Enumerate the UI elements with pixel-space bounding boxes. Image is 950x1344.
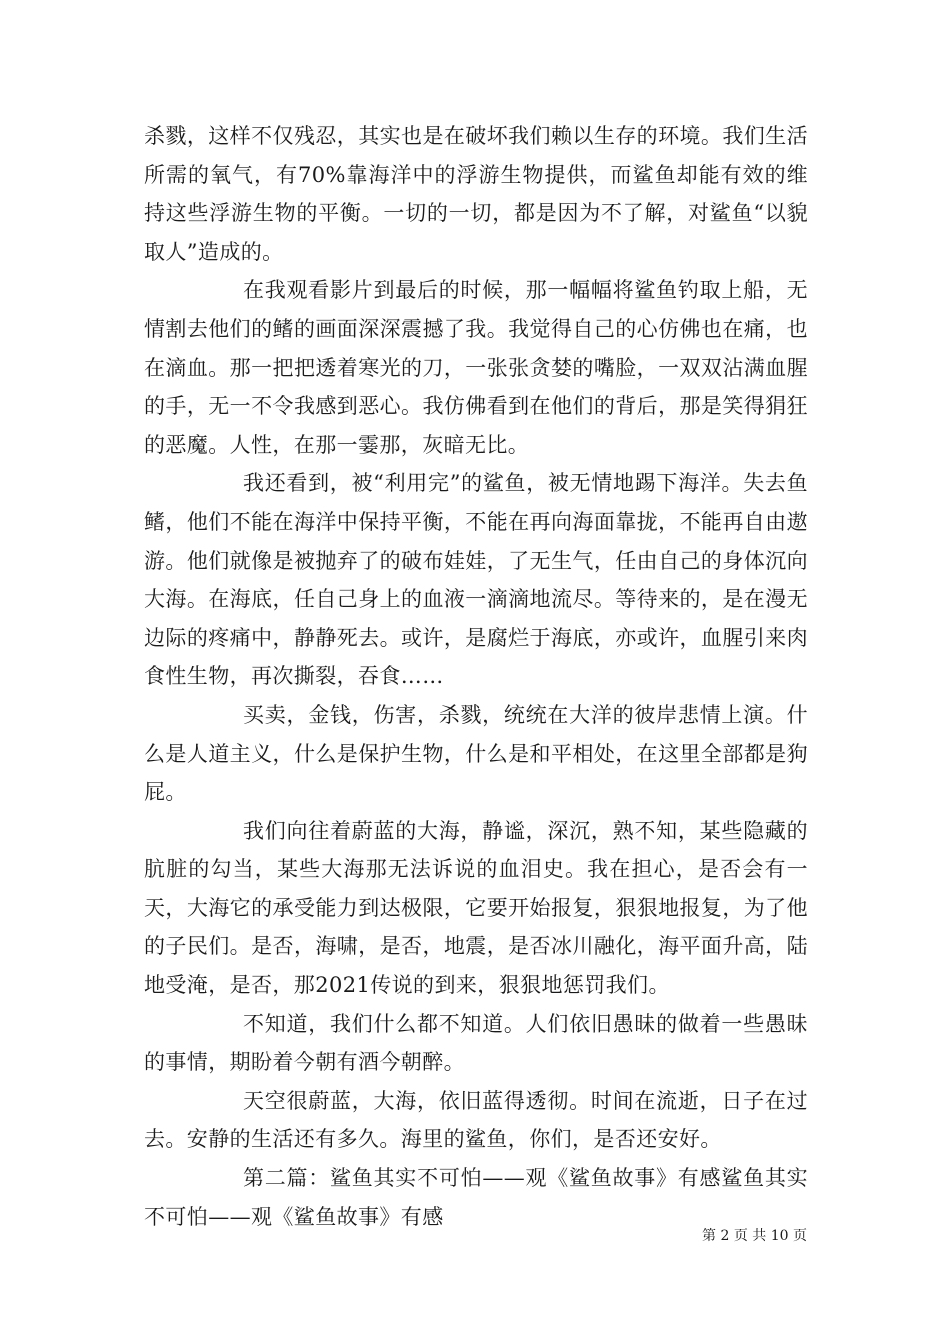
paragraph-5: 我们向往着蔚蓝的大海，静谧，深沉，熟不知，某些隐藏的肮脏的勾当，某些大海那无法诉说的血泪史。我在担心，是否会有一天，大海它的承受能力到达极限，它要开始报复，狠狠地报复，为了他的子民们。是否，海啸，是否，地震，是否冰川融化，海平面升高，陆地受淹，是否，那2021传说的到来，狠狠地惩罚我们。 bbox=[144, 818, 808, 998]
paragraph-1: 杀戮，这样不仅残忍，其实也是在破坏我们赖以生存的环境。我们生活所需的氧气，有70%靠海洋中的浮游生物提供，而鲨鱼却能有效的维持这些浮游生物的平衡。一切的一切，都是因为不了解，对鲨鱼“以貌取人”造成的。 bbox=[144, 124, 808, 264]
paragraph-7: 天空很蔚蓝，大海，依旧蓝得透彻。时间在流逝，日子在过去。安静的生活还有多久。海里的鲨鱼，你们，是否还安好。 bbox=[144, 1088, 808, 1152]
document-body bbox=[144, 117, 808, 1236]
page-number-footer: 第 2 页 共 10 页 bbox=[702, 1228, 807, 1244]
paragraph-3: 我还看到，被“利用完”的鲨鱼，被无情地踢下海洋。失去鱼鳍，他们不能在海洋中保持平衡，不能在再向海面靠拢，不能再自由遨游。他们就像是被抛弃了的破布娃娃，了无生气，任由自己的身体沉向大海。在海底，任自己身上的血液一滴滴地流尽。等待来的，是在漫无边际的疼痛中，静静死去。或许，是腐烂于海底，亦或许，血腥引来肉食性生物，再次撕裂，吞食…… bbox=[144, 471, 808, 689]
paragraph-4: 买卖，金钱，伤害，杀戮，统统在大洋的彼岸悲情上演。什么是人道主义，什么是保护生物，什么是和平相处，在这里全部都是狗屁。 bbox=[144, 702, 808, 805]
paragraph-6: 不知道，我们什么都不知道。人们依旧愚昧的做着一些愚昧的事情，期盼着今朝有酒今朝醉。 bbox=[144, 1011, 808, 1075]
section-heading-part-two: 第二篇：鲨鱼其实不可怕——观《鲨鱼故事》有感鲨鱼其实不可怕——观《鲨鱼故事》有感 bbox=[144, 1166, 808, 1229]
paragraph-2: 在我观看影片到最后的时候，那一幅幅将鲨鱼钓取上船，无情割去他们的鳍的画面深深震撼了我。我觉得自己的心仿佛也在痛，也在滴血。那一把把透着寒光的刀，一张张贪婪的嘴脸，一双双沾满血腥的手，无一不令我感到恶心。我仿佛看到在他们的背后，那是笑得狷狂的恶魔。人性，在那一霎那，灰暗无比。 bbox=[144, 278, 808, 457]
